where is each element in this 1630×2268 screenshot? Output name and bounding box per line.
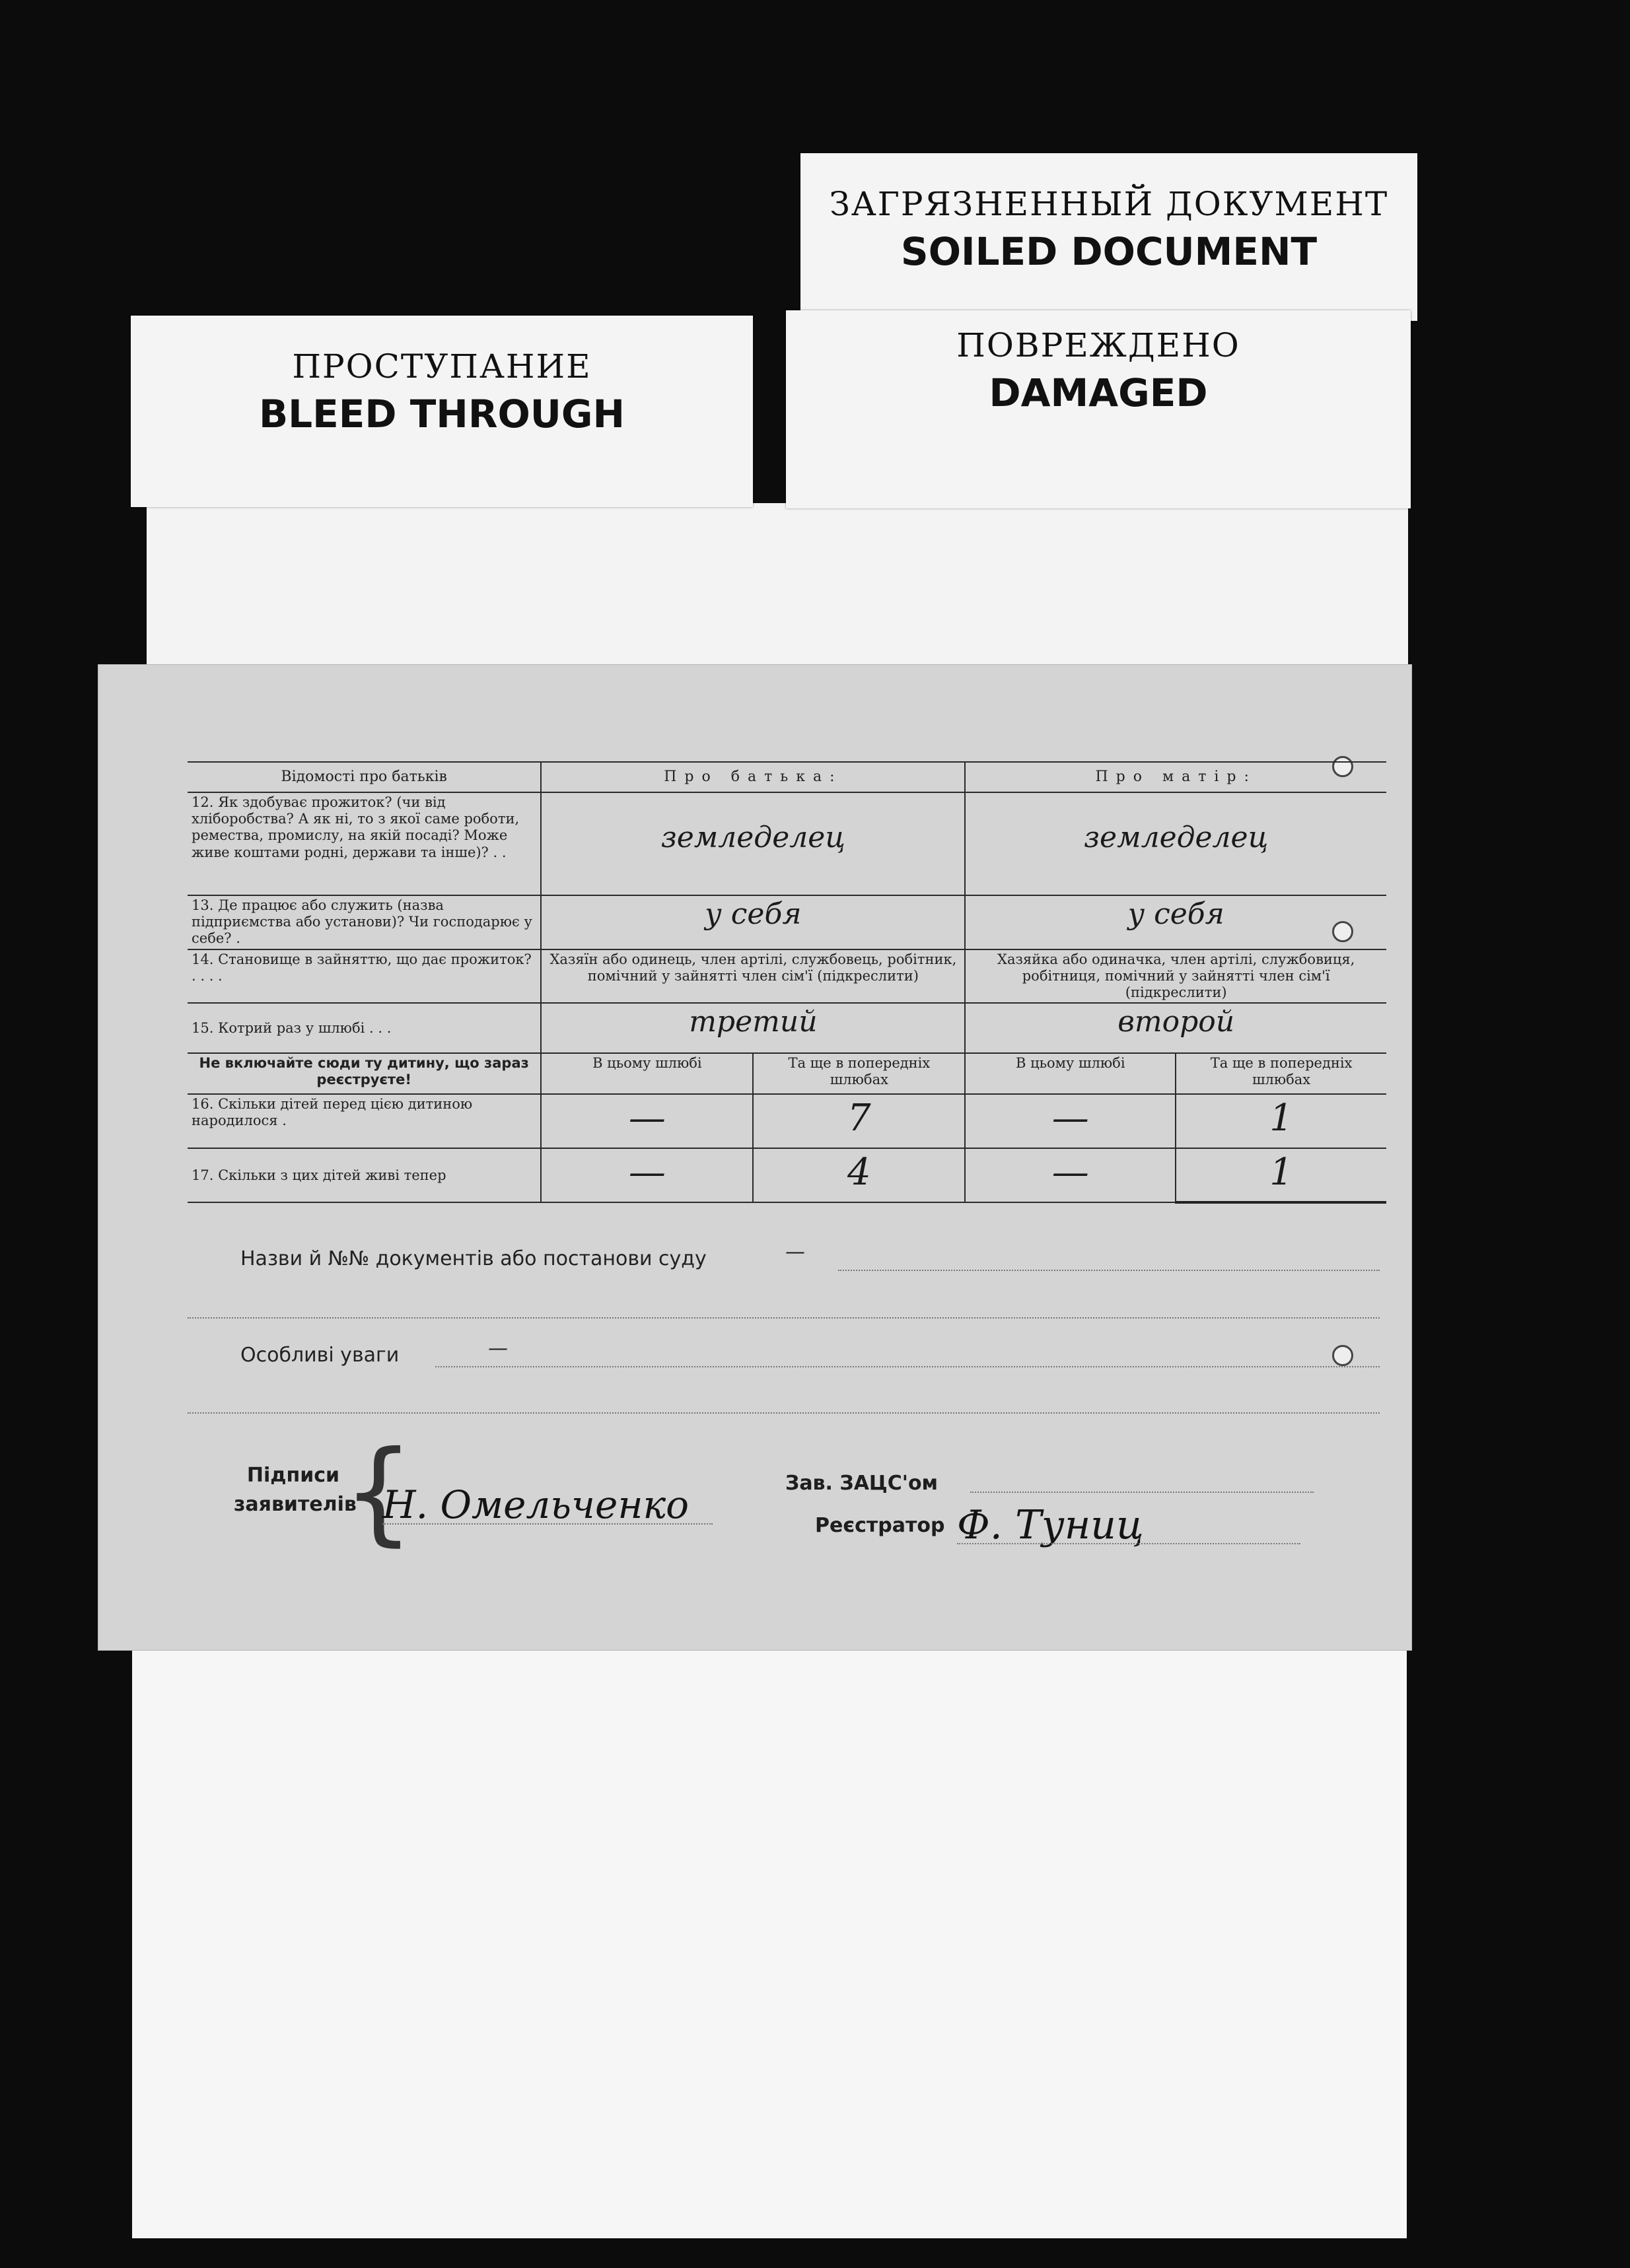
children-note: Не включайте сюди ту дитину, що зараз реєструєте! — [188, 1053, 541, 1094]
father-previous-marriages-header: Та ще в попередніх шлюбах — [753, 1053, 965, 1094]
q16-father-this: — — [628, 1097, 666, 1140]
mother-status: Хазяйка або одиначка, член артілі, службовиця, робітниця, помічний у зайнятті член сім'ї (підкреслити) — [965, 949, 1386, 1004]
damaged-label — [786, 310, 1411, 508]
header-father: Про батька: — [541, 762, 965, 792]
bleed-label-ru: ПРОСТУПАНИЕ — [292, 347, 592, 386]
q16-mother-prev: 1 — [1269, 1097, 1293, 1140]
table-row-q13 — [188, 895, 1386, 949]
q17-mother-this-cell — [965, 1148, 1176, 1202]
father-status: Хазяїн або одинець, член артілі, службовець, робітник, помічний у зайнятті член сім'ї (підкреслити) — [541, 949, 965, 1004]
q17-mother-prev: 1 — [1269, 1151, 1293, 1194]
q16-father-this-cell — [541, 1094, 753, 1148]
soiled-label-en: SOILED DOCUMENT — [900, 229, 1318, 274]
table-header-row — [188, 762, 1386, 792]
question-17: 17. Скільки з цих дітей живі тепер — [188, 1148, 541, 1202]
question-16: 16. Скільки дітей перед цією дитиною народилося . — [188, 1094, 541, 1148]
soiled-document-label — [800, 153, 1417, 321]
documents-line — [838, 1270, 1380, 1271]
soiled-label-ru: ЗАГРЯЗНЕННЫЙ ДОКУМЕНТ — [829, 185, 1389, 223]
table-row-q16 — [188, 1094, 1386, 1148]
mother-previous-marriages-header: Та ще в попередніх шлюбах — [1176, 1053, 1386, 1094]
father-occupation-cell — [541, 792, 965, 895]
registrar-label: Реєстратор — [815, 1514, 945, 1537]
q17-father-prev-cell — [753, 1148, 965, 1202]
father-marriage-count: третий — [689, 1005, 818, 1039]
father-marriage-cell — [541, 1003, 965, 1053]
parents-table — [188, 761, 1386, 1204]
q17-mother-this: — — [1051, 1151, 1089, 1194]
question-13: 13. Де працює або служить (назва підприємства або установи)? Чи господарює у себе? . — [188, 895, 541, 949]
registrar-signature: Ф. Туниц — [957, 1502, 1144, 1548]
question-14: 14. Становище в зайняттю, що дає прожиток? . . . . — [188, 949, 541, 1004]
question-15: 15. Котрий раз у шлюбі . . . — [188, 1003, 541, 1053]
notes-line-2 — [188, 1412, 1380, 1414]
mother-workplace-cell — [965, 895, 1386, 949]
applicant-signatures-label: Підписи заявителів — [234, 1464, 357, 1516]
mother-this-marriage-header: В цьому шлюбі — [965, 1053, 1176, 1094]
q16-father-prev-cell — [753, 1094, 965, 1148]
table-row-q15 — [188, 1003, 1386, 1053]
table-row-q17 — [188, 1148, 1386, 1202]
mother-occupation-cell — [965, 792, 1386, 895]
mother-marriage-count: второй — [1117, 1005, 1235, 1039]
header-mother: Про матір: — [965, 762, 1386, 792]
applicant-signature: Н. Омельченко — [382, 1482, 690, 1527]
father-workplace-cell — [541, 895, 965, 949]
children-header-row — [188, 1053, 1386, 1094]
father-this-marriage-header: В цьому шлюбі — [541, 1053, 753, 1094]
damaged-label-ru: ПОВРЕЖДЕНО — [956, 326, 1240, 364]
notes-line — [435, 1366, 1380, 1367]
back-sheet-lower — [132, 1624, 1407, 2238]
table-row-q12 — [188, 792, 1386, 895]
registrar-signature-line — [957, 1543, 1300, 1544]
father-occupation: земледелец — [660, 821, 845, 854]
father-workplace: у себя — [705, 897, 802, 931]
header-parents-info: Відомості про батьків — [188, 762, 541, 792]
mother-workplace: у себя — [1127, 897, 1224, 931]
mother-marriage-cell — [965, 1003, 1386, 1053]
bleed-label-en: BLEED THROUGH — [258, 392, 625, 436]
form-table-area — [188, 761, 1386, 1204]
q16-father-prev: 7 — [847, 1097, 871, 1140]
mother-occupation: земледелец — [1084, 821, 1269, 854]
table-row-q14 — [188, 949, 1386, 1004]
applicant-signature-line — [382, 1523, 713, 1525]
damaged-label-en: DAMAGED — [989, 370, 1208, 415]
q17-father-this: — — [628, 1151, 666, 1194]
q16-mother-this: — — [1051, 1097, 1089, 1140]
notes-value: — — [488, 1337, 508, 1360]
documents-label: Назви й №№ документів або постанови суду — [240, 1247, 707, 1270]
notes-label: Особливі уваги — [240, 1344, 400, 1367]
q17-father-prev: 4 — [847, 1151, 871, 1194]
head-label: Зав. ЗАЦС'ом — [785, 1472, 939, 1495]
documents-value: — — [785, 1241, 805, 1264]
registration-form — [98, 664, 1412, 1651]
bleed-through-label — [131, 316, 753, 507]
q16-mother-this-cell — [965, 1094, 1176, 1148]
brace-icon: { — [343, 1427, 415, 1558]
question-12: 12. Як здобуває прожиток? (чи від хліборобства? А як ні, то з якої саме роботи, ремества, промислу, на якій посаді? Може живе коштами родні, держави та інше)? . . — [188, 792, 541, 895]
punch-hole — [1332, 1345, 1353, 1366]
q17-father-this-cell — [541, 1148, 753, 1202]
q16-mother-prev-cell — [1176, 1094, 1386, 1148]
head-signature-line — [970, 1492, 1314, 1493]
q17-mother-prev-cell — [1176, 1148, 1386, 1202]
documents-line-2 — [188, 1317, 1380, 1319]
